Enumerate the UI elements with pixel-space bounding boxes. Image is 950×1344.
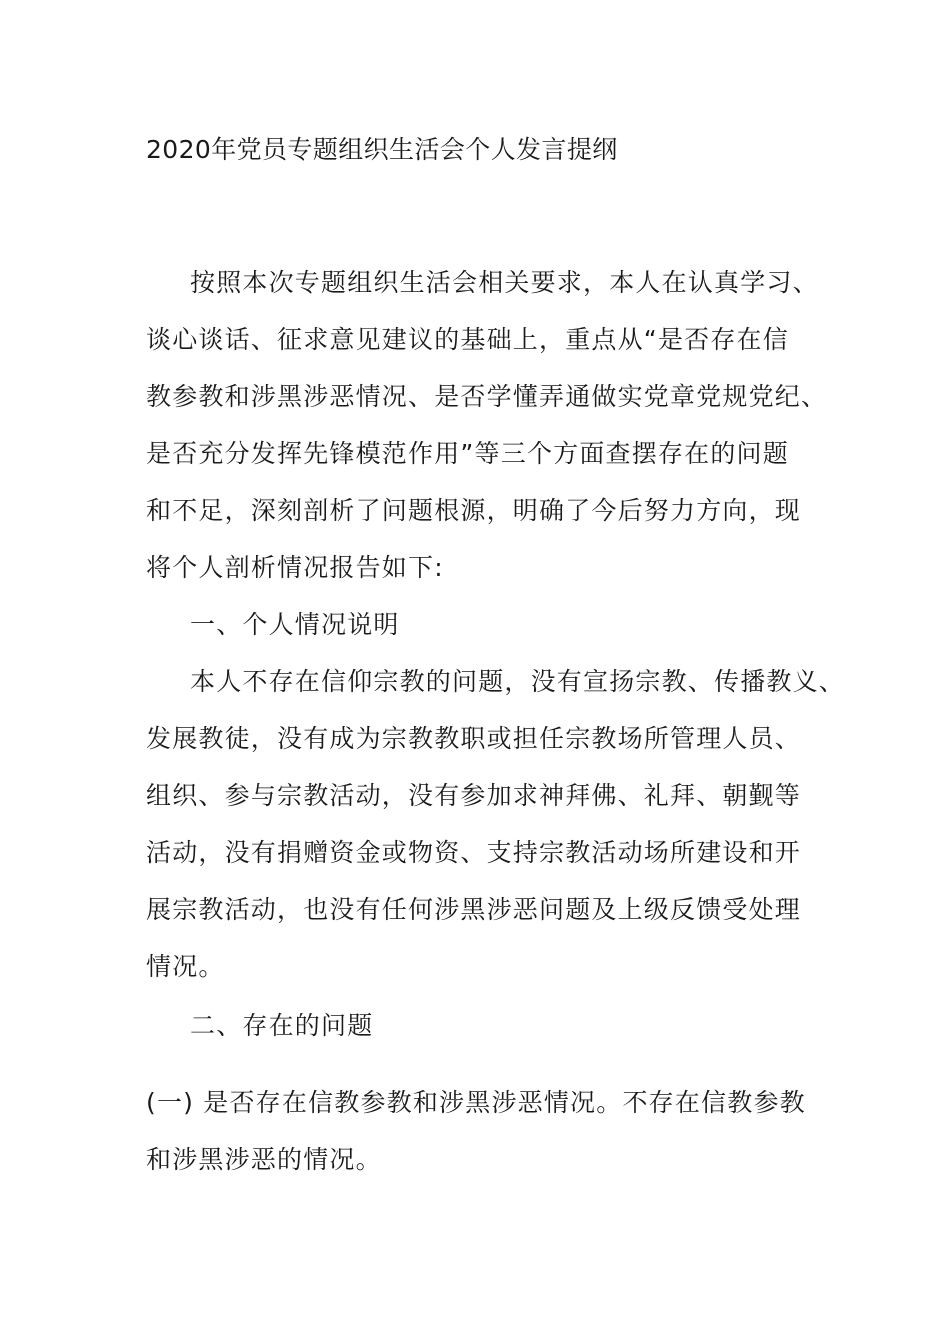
subsection-line: (一) 是否存在信教参教和涉黑涉恶情况。不存在信教参教 [146,1088,806,1117]
section1-line: 发展教徒，没有成为宗教教职或担任宗教场所管理人员、 [146,724,802,753]
section-heading-2: 二、存在的问题 [190,1011,374,1040]
intro-line: 将个人剖析情况报告如下: [146,553,444,582]
section1-line: 展宗教活动，也没有任何涉黑涉恶问题及上级反馈受处理 [146,895,802,924]
intro-line: 和不足，深刻剖析了问题根源，明确了今后努力方向，现 [146,496,802,525]
document-title: 2020年党员专题组织生活会个人发言提纲 [146,135,618,164]
intro-line: 教参教和涉黑涉恶情况、是否学懂弄通做实党章党规党纪、 [146,382,828,411]
section1-line: 组织、参与宗教活动，没有参加求神拜佛、礼拜、朝觐等 [146,781,802,810]
intro-line: 按照本次专题组织生活会相关要求，本人在认真学习、 [190,268,819,297]
section-heading-1: 一、个人情况说明 [190,610,400,639]
intro-line: 谈心谈话、征求意见建议的基础上，重点从“是否存在信 [146,325,789,354]
section1-line: 情况。 [146,952,225,981]
subsection-line: 和涉黑涉恶的情况。 [146,1145,382,1174]
section1-line: 本人不存在信仰宗教的问题，没有宣扬宗教、传播教义、 [190,667,846,696]
intro-line: 是否充分发挥先锋模范作用”等三个方面查摆存在的问题 [146,439,789,468]
section1-line: 活动，没有捐赠资金或物资、支持宗教活动场所建设和开 [146,838,802,867]
